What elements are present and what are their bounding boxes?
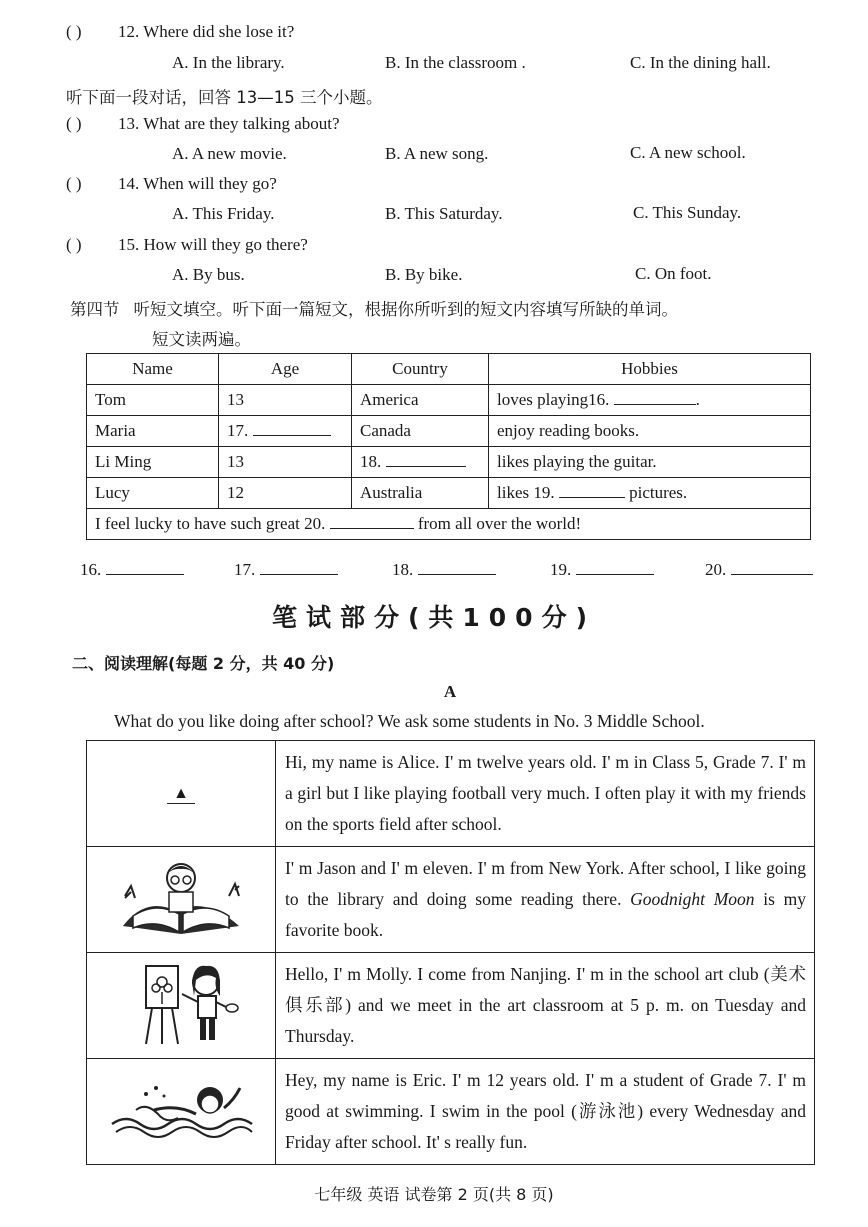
cell-name: Li Ming bbox=[87, 447, 219, 478]
header-country: Country bbox=[352, 354, 489, 385]
answer-number: 19. bbox=[550, 560, 572, 579]
blank-20[interactable] bbox=[330, 514, 414, 529]
boy-reading-image bbox=[87, 847, 276, 953]
hobby-text: loves playing16. bbox=[497, 390, 610, 409]
header-name: Name bbox=[87, 354, 219, 385]
cell-country bbox=[352, 447, 489, 478]
boy-reading-icon bbox=[111, 856, 251, 938]
girl-painting-icon bbox=[116, 958, 246, 1048]
answer-paren[interactable]: ( ) bbox=[66, 174, 82, 193]
option-b: B. By bike. bbox=[385, 265, 463, 284]
jason-text-pre: I' m Jason and I' m eleven. I' m from New York. After school, I like going to the library and doing some reading there. bbox=[285, 858, 806, 909]
answer-line-16[interactable] bbox=[80, 560, 184, 580]
option-a: A. By bus. bbox=[172, 265, 245, 284]
passage-letter: A bbox=[443, 682, 457, 701]
option-a: A. A new movie. bbox=[172, 144, 287, 163]
cell-age: 13 bbox=[219, 385, 352, 416]
cell-country: Australia bbox=[352, 478, 489, 509]
answer-number: 20. bbox=[705, 560, 727, 579]
question-14 bbox=[66, 174, 277, 194]
answer-blank[interactable] bbox=[731, 560, 813, 575]
cell-country: Canada bbox=[352, 416, 489, 447]
country-label: 18. bbox=[360, 452, 382, 471]
answer-paren[interactable]: ( ) bbox=[66, 22, 82, 41]
boy-swimming-icon bbox=[106, 1074, 256, 1144]
boy-swimming-image bbox=[87, 1059, 276, 1165]
listening-fill-table bbox=[86, 353, 811, 540]
question-stem: 13. What are they talking about? bbox=[118, 114, 340, 133]
header-age: Age bbox=[219, 354, 352, 385]
option-c: C. In the dining hall. bbox=[630, 53, 771, 72]
section4-instruction-line2: 短文读两遍。 bbox=[152, 330, 251, 349]
answer-line-17[interactable] bbox=[234, 560, 338, 580]
question-15 bbox=[66, 235, 308, 255]
section4-instruction bbox=[70, 296, 678, 320]
question-13 bbox=[66, 114, 340, 134]
blank-19[interactable] bbox=[559, 483, 625, 498]
section-instruction: 听下面一段对话，回答 13—15 三个小题。 bbox=[66, 88, 383, 107]
cell-name: Lucy bbox=[87, 478, 219, 509]
triangle-icon[interactable]: ▲ bbox=[167, 785, 195, 804]
cell-hobby bbox=[489, 385, 811, 416]
option-a: A. This Friday. bbox=[172, 204, 275, 223]
answer-number: 18. bbox=[392, 560, 414, 579]
age-label: 17. bbox=[227, 421, 249, 440]
cell-hobby: likes playing the guitar. bbox=[489, 447, 811, 478]
option-b: B. In the classroom . bbox=[385, 53, 526, 72]
hobby-text-post: pictures. bbox=[629, 483, 688, 502]
hobby-text: likes 19. bbox=[497, 483, 555, 502]
cell-age: 12 bbox=[219, 478, 352, 509]
answer-blank[interactable] bbox=[106, 560, 184, 575]
cell-name: Maria bbox=[87, 416, 219, 447]
answer-line-20[interactable] bbox=[705, 560, 813, 580]
table-row bbox=[87, 416, 811, 447]
reading-section-title: 二、阅读理解(每题 2 分，共 40 分) bbox=[72, 654, 335, 673]
eric-text: Hey, my name is Eric. I' m 12 years old. I' m a student of Grade 7. I' m good at swimming. I swim in the pool (游泳池) every Wednesday and Friday after school. It' s really fun. bbox=[276, 1059, 815, 1165]
section4-label: 第四节 bbox=[70, 300, 120, 319]
answer-line-18[interactable] bbox=[392, 560, 496, 580]
jason-text-post: is my favorite book. bbox=[285, 889, 807, 940]
section4-instruction-line1: 听短文填空。听下面一篇短文，根据你所听到的短文内容填写所缺的单词。 bbox=[133, 300, 678, 319]
reading-row bbox=[87, 953, 815, 1059]
written-part-heading: 笔试部分(共100分) bbox=[271, 603, 597, 632]
alice-text: Hi, my name is Alice. I' m twelve years old. I' m in Class 5, Grade 7. I' m a girl but I like playing football very much. I often play it with my friends on the sports field after school. bbox=[276, 741, 815, 847]
question-stem: 15. How will they go there? bbox=[118, 235, 308, 254]
reading-row bbox=[87, 1059, 815, 1165]
cell-age bbox=[219, 416, 352, 447]
answer-paren[interactable]: ( ) bbox=[66, 114, 82, 133]
hobby-text-post: . bbox=[695, 390, 700, 409]
option-c: C. On foot. bbox=[635, 264, 712, 283]
option-c: C. This Sunday. bbox=[633, 203, 742, 222]
answer-number: 17. bbox=[234, 560, 256, 579]
cell-hobby: enjoy reading books. bbox=[489, 416, 811, 447]
blank-16[interactable] bbox=[614, 390, 696, 405]
table-row bbox=[87, 447, 811, 478]
option-a: A. In the library. bbox=[172, 53, 285, 72]
reading-row bbox=[87, 847, 815, 953]
cell-hobby bbox=[489, 478, 811, 509]
footer-text: I feel lucky to have such great 20. bbox=[95, 514, 326, 533]
girl-painting-image bbox=[87, 953, 276, 1059]
answer-blank[interactable] bbox=[418, 560, 496, 575]
answer-line-19[interactable] bbox=[550, 560, 654, 580]
table-row bbox=[87, 478, 811, 509]
header-hobbies: Hobbies bbox=[489, 354, 811, 385]
cell-age: 13 bbox=[219, 447, 352, 478]
option-b: B. This Saturday. bbox=[385, 204, 503, 223]
page-footer: 七年级 英语 试卷第 2 页(共 8 页) bbox=[314, 1185, 554, 1204]
answer-number: 16. bbox=[80, 560, 102, 579]
answer-blank[interactable] bbox=[260, 560, 338, 575]
passage-intro: What do you like doing after school? We ask some students in No. 3 Middle School. bbox=[114, 711, 705, 731]
cell-country: America bbox=[352, 385, 489, 416]
question-stem: 12. Where did she lose it? bbox=[118, 22, 295, 41]
table-row bbox=[87, 385, 811, 416]
footer-text-post: from all over the world! bbox=[417, 514, 582, 533]
jason-text bbox=[276, 847, 815, 953]
blank-17[interactable] bbox=[253, 421, 331, 436]
answer-paren[interactable]: ( ) bbox=[66, 235, 82, 254]
option-c: C. A new school. bbox=[630, 143, 746, 162]
table-header-row bbox=[87, 354, 811, 385]
reading-table bbox=[86, 740, 815, 1165]
option-b: B. A new song. bbox=[385, 144, 489, 163]
cell-name: Tom bbox=[87, 385, 219, 416]
molly-text: Hello, I' m Molly. I come from Nanjing. I' m in the school art club (美术俱乐部) and we meet in the art classroom at 5 p. m. on Tuesday and Thursday. bbox=[276, 953, 815, 1059]
answer-blank[interactable] bbox=[576, 560, 654, 575]
blank-18[interactable] bbox=[386, 452, 466, 467]
table-footer-cell bbox=[87, 509, 811, 540]
question-12 bbox=[66, 22, 294, 42]
question-stem: 14. When will they go? bbox=[118, 174, 277, 193]
image-cell-question bbox=[87, 741, 276, 847]
book-title: Goodnight Moon bbox=[630, 889, 755, 909]
table-footer-row bbox=[87, 509, 811, 540]
reading-row bbox=[87, 741, 815, 847]
